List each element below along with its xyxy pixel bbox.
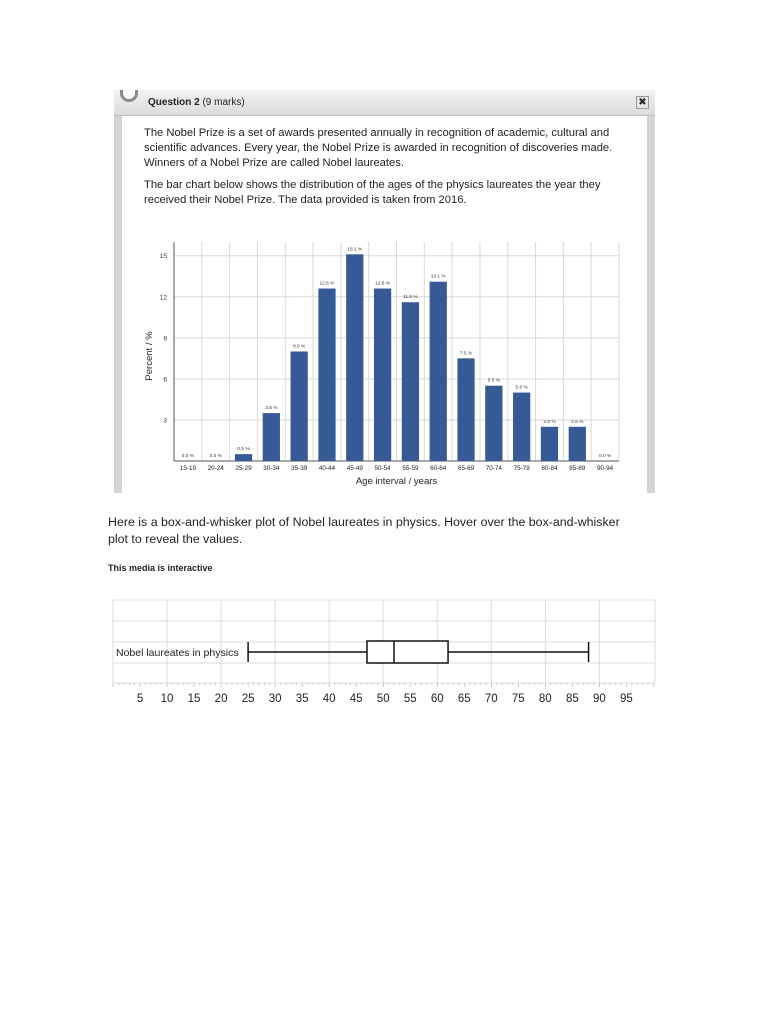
boxplot-x-tick-label: 60 xyxy=(430,693,444,705)
data-label: 2.5 % xyxy=(571,419,584,425)
data-label: 7.5 % xyxy=(459,351,473,357)
x-tick-label: 50-54 xyxy=(374,465,391,472)
iqr-box xyxy=(367,641,448,663)
boxplot-x-tick-label: 50 xyxy=(376,693,390,705)
question-marks: (9 marks) xyxy=(199,97,245,108)
x-tick-label: 15-19 xyxy=(179,465,196,472)
boxplot-x-tick-label: 45 xyxy=(349,693,363,705)
boxplot-category-label: Nobel laureates in physics xyxy=(116,647,239,659)
y-tick-label: 15 xyxy=(159,253,167,261)
data-label: 5.0 % xyxy=(515,385,528,391)
boxplot-x-tick-label: 25 xyxy=(241,693,255,705)
x-tick-label: 65-69 xyxy=(457,465,475,472)
boxplot-x-tick-label: 35 xyxy=(295,693,309,705)
boxplot-x-tick-label: 75 xyxy=(511,693,525,705)
y-tick-label: 6 xyxy=(163,376,167,384)
boxplot-x-tick-label: 15 xyxy=(187,693,201,705)
x-tick-label: 30-34 xyxy=(263,465,280,472)
data-label: 5.5 % xyxy=(487,378,500,384)
boxplot-x-tick-label: 80 xyxy=(538,693,552,705)
boxplot-x-tick-label: 90 xyxy=(592,693,606,705)
data-label: 0.0 % xyxy=(598,454,612,459)
boxplot-x-tick-label: 20 xyxy=(214,693,228,705)
x-tick-label: 45-49 xyxy=(346,465,363,472)
boxplot-x-tick-label: 55 xyxy=(403,693,417,705)
x-tick-label: 55-59 xyxy=(402,465,419,472)
boxplot-x-tick-label: 5 xyxy=(136,693,144,705)
boxplot-x-tick-label: 40 xyxy=(322,693,336,705)
intro-paragraph: The Nobel Prize is a set of awards presented annually in recognition of academic, cultural and scientific advances. Every year, the Nobel Prize is awarded in recognition of discoveries made. Winners of a Nobel Prize are called Nobel laureates. xyxy=(144,127,613,169)
data-label: 11.6 % xyxy=(403,295,418,301)
boxplot-x-tick-label: 95 xyxy=(619,693,633,705)
boxplot-intro-text: Here is a box-and-whisker plot of Nobel laureates in physics. Hover over the box-and-whisker plot to reveal the values. xyxy=(108,515,620,546)
x-tick-label: 90-94 xyxy=(597,465,614,472)
x-tick-label: 35-39 xyxy=(291,465,308,472)
x-tick-label: 20-24 xyxy=(207,465,224,472)
boxplot-x-tick-label: 85 xyxy=(565,693,579,705)
x-tick-label: 60-64 xyxy=(430,465,447,472)
y-tick-label: 3 xyxy=(163,417,167,425)
data-label: 2.5 % xyxy=(543,419,556,425)
y-axis-title: Percent / % xyxy=(144,331,155,381)
chart-description: The bar chart below shows the distribution of the ages of the physics laureates the year they received their Nobel Prize. The data provided is taken from 2016. xyxy=(144,179,601,206)
interactive-note: This media is interactive xyxy=(108,563,213,573)
x-tick-label: 80-84 xyxy=(541,465,558,472)
y-tick-label: 12 xyxy=(159,294,167,302)
x-tick-label: 70-74 xyxy=(485,465,502,472)
data-label: 12.6 % xyxy=(319,281,335,287)
x-tick-label: 85-89 xyxy=(569,465,586,472)
boxplot-x-tick-label: 10 xyxy=(160,693,174,705)
question-number: Question 2 xyxy=(148,97,200,108)
boxplot-x-tick-label: 70 xyxy=(484,693,498,705)
data-label: 8.0 % xyxy=(293,344,306,350)
data-label: 3.5 % xyxy=(265,406,278,412)
data-label: 0.0 % xyxy=(181,454,195,459)
boxplot-x-tick-label: 65 xyxy=(457,693,471,705)
boxplot-x-tick-label: 30 xyxy=(268,693,282,705)
x-axis-title: Age interval / years xyxy=(355,476,438,487)
data-label: 13.1 % xyxy=(430,274,446,280)
x-tick-label: 40-44 xyxy=(318,465,336,472)
y-tick-label: 9 xyxy=(163,335,167,343)
x-tick-label: 25-29 xyxy=(235,465,252,472)
close-icon[interactable]: ✖ xyxy=(636,96,649,109)
data-label: 15.1 % xyxy=(347,247,363,253)
data-label: 0.5 % xyxy=(237,447,250,453)
data-label: 0.0 % xyxy=(209,454,222,459)
x-tick-label: 75-79 xyxy=(513,465,530,472)
data-label: 12.6 % xyxy=(375,281,391,287)
